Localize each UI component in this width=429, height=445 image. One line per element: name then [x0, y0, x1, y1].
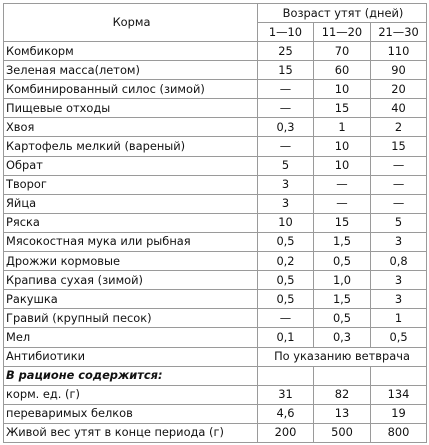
feed-name: Мясокостная мука или рыбная	[4, 232, 258, 251]
table-row	[4, 232, 427, 251]
feed-name: Комбикорм	[4, 42, 258, 61]
table-row	[4, 309, 427, 328]
table-row	[4, 156, 427, 175]
value-cell: 0,8	[371, 252, 427, 271]
value-cell: 10	[258, 213, 314, 232]
value-cell: 10	[314, 80, 371, 99]
empty-cell	[258, 366, 314, 385]
value-cell: 0,5	[314, 309, 371, 328]
value-cell: —	[371, 156, 427, 175]
summary-row	[4, 385, 427, 404]
value-cell: —	[258, 99, 314, 118]
table-row	[4, 80, 427, 99]
value-cell: 2	[371, 118, 427, 137]
value-cell: —	[258, 309, 314, 328]
value-cell: 15	[314, 99, 371, 118]
table-row	[4, 99, 427, 118]
value-cell: 0,1	[258, 328, 314, 347]
table-row	[4, 194, 427, 213]
value-cell: 70	[314, 42, 371, 61]
feed-table	[3, 3, 427, 443]
table-row	[4, 290, 427, 309]
value-cell: —	[371, 194, 427, 213]
feed-name: Картофель мелкий (вареный)	[4, 137, 258, 156]
value-cell: 3	[258, 175, 314, 194]
value-cell: 0,5	[258, 232, 314, 251]
value-cell: —	[314, 194, 371, 213]
value-cell: 1,5	[314, 232, 371, 251]
header-row-1	[4, 4, 427, 23]
table-row	[4, 213, 427, 232]
value-cell: 15	[314, 213, 371, 232]
feed-name: Комбинированный силос (зимой)	[4, 80, 258, 99]
summary-row	[4, 423, 427, 442]
antibiotics-note: По указанию ветврача	[258, 347, 427, 366]
table-row	[4, 137, 427, 156]
value-cell: 15	[371, 137, 427, 156]
feed-name: Мел	[4, 328, 258, 347]
value-cell: 0,5	[258, 271, 314, 290]
feed-name: Хвоя	[4, 118, 258, 137]
value-cell: 0,5	[371, 328, 427, 347]
value-cell: 10	[314, 156, 371, 175]
feed-name: Крапива сухая (зимой)	[4, 271, 258, 290]
feed-name: Антибиотики	[4, 347, 258, 366]
feed-column-header: Корма	[4, 4, 258, 42]
value-cell: 0,3	[258, 118, 314, 137]
value-cell: —	[371, 175, 427, 194]
feed-name: Яйца	[4, 194, 258, 213]
value-cell: 3	[371, 232, 427, 251]
value-cell: 0,5	[258, 290, 314, 309]
feed-name: Ракушка	[4, 290, 258, 309]
table-row	[4, 118, 427, 137]
feed-name: Ряска	[4, 213, 258, 232]
value-cell: 25	[258, 42, 314, 61]
value-cell: 90	[371, 61, 427, 80]
value-cell: 134	[371, 385, 427, 404]
table-row	[4, 252, 427, 271]
value-cell: 15	[258, 61, 314, 80]
feed-name: Творог	[4, 175, 258, 194]
table-row	[4, 42, 427, 61]
empty-cell	[371, 366, 427, 385]
value-cell: 5	[371, 213, 427, 232]
value-cell: 60	[314, 61, 371, 80]
value-cell: —	[258, 137, 314, 156]
value-cell: 110	[371, 42, 427, 61]
summary-name: Живой вес утят в конце периода (г)	[4, 423, 258, 442]
feed-name: Дрожжи кормовые	[4, 252, 258, 271]
summary-name: корм. ед. (г)	[4, 385, 258, 404]
value-cell: 1	[371, 309, 427, 328]
value-cell: 3	[371, 290, 427, 309]
value-cell: 19	[371, 404, 427, 423]
feed-name: Пищевые отходы	[4, 99, 258, 118]
table-row	[4, 328, 427, 347]
table-row	[4, 61, 427, 80]
range-header-1: 1—10	[258, 23, 314, 42]
value-cell: 31	[258, 385, 314, 404]
value-cell: 200	[258, 423, 314, 442]
feed-name: Обрат	[4, 156, 258, 175]
antibiotics-row	[4, 347, 427, 366]
summary-name: переваримых белков	[4, 404, 258, 423]
age-column-header: Возраст утят (дней)	[258, 4, 427, 23]
value-cell: 0,2	[258, 252, 314, 271]
value-cell: 13	[314, 404, 371, 423]
feed-name: Зеленая масса(летом)	[4, 61, 258, 80]
range-header-3: 21—30	[371, 23, 427, 42]
section-row	[4, 366, 427, 385]
value-cell: 1	[314, 118, 371, 137]
value-cell: 20	[371, 80, 427, 99]
value-cell: 1,5	[314, 290, 371, 309]
empty-cell	[314, 366, 371, 385]
value-cell: 82	[314, 385, 371, 404]
value-cell: 3	[258, 194, 314, 213]
value-cell: 800	[371, 423, 427, 442]
value-cell: 4,6	[258, 404, 314, 423]
section-title: В рационе содержится:	[4, 366, 258, 385]
value-cell: —	[258, 80, 314, 99]
value-cell: 500	[314, 423, 371, 442]
value-cell: 40	[371, 99, 427, 118]
value-cell: 1,0	[314, 271, 371, 290]
feed-name: Гравий (крупный песок)	[4, 309, 258, 328]
value-cell: 3	[371, 271, 427, 290]
value-cell: 10	[314, 137, 371, 156]
summary-row	[4, 404, 427, 423]
value-cell: 0,3	[314, 328, 371, 347]
table-row	[4, 175, 427, 194]
value-cell: 5	[258, 156, 314, 175]
range-header-2: 11—20	[314, 23, 371, 42]
value-cell: —	[314, 175, 371, 194]
table-row	[4, 271, 427, 290]
value-cell: 0,5	[314, 252, 371, 271]
